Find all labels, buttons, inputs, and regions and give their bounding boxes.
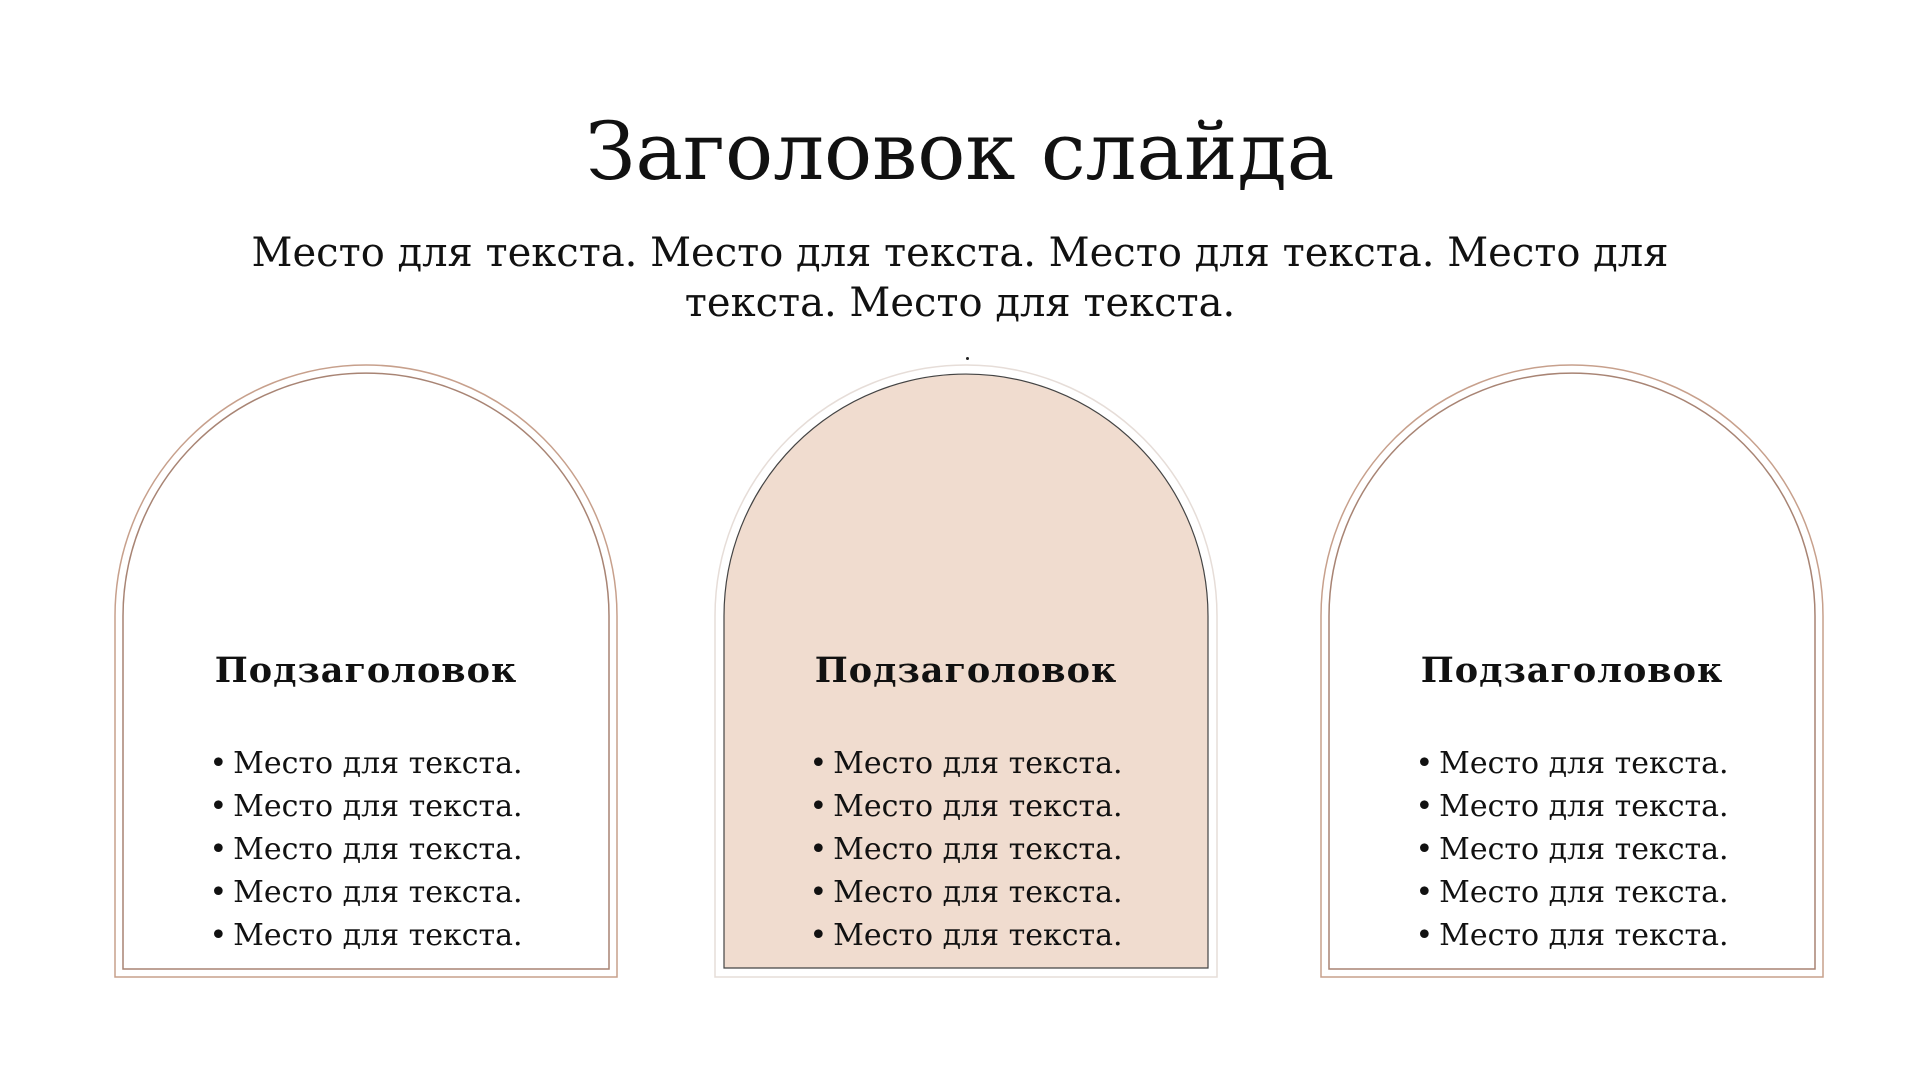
list-item: • Место для текста. <box>714 914 1218 957</box>
list-item: • Место для текста. <box>1320 871 1824 914</box>
card-subtitle: Подзаголовок <box>814 650 1118 691</box>
card-bullet-list <box>1320 742 1824 957</box>
bullet-glyph: • <box>809 746 828 781</box>
list-item: • Место для текста. <box>114 871 618 914</box>
card-bullet-list <box>714 742 1218 957</box>
bullet-glyph: • <box>209 789 228 824</box>
list-item: • Место для текста. <box>714 871 1218 914</box>
arch-card-1 <box>114 366 618 978</box>
bullet-glyph: • <box>809 918 828 953</box>
list-item: • Место для текста. <box>114 742 618 785</box>
bullet-glyph: • <box>209 832 228 867</box>
list-item: • Место для текста. <box>114 914 618 957</box>
slide-title: Заголовок слайда <box>585 105 1335 198</box>
list-item: • Место для текста. <box>1320 914 1824 957</box>
card-content-3 <box>1320 650 1824 957</box>
bullet-glyph: • <box>1415 746 1434 781</box>
card-bullet-list <box>114 742 618 957</box>
bullet-glyph: • <box>209 746 228 781</box>
list-item: • Место для текста. <box>714 785 1218 828</box>
bullet-glyph: • <box>1415 875 1434 910</box>
list-item: • Место для текста. <box>714 742 1218 785</box>
slide-intro-text: Место для текста. Место для текста. Место для текста. Место для текста. Место для текста. <box>251 230 1669 326</box>
bullet-glyph: • <box>809 832 828 867</box>
card-content-1 <box>114 650 618 957</box>
bullet-glyph: • <box>1415 918 1434 953</box>
card-subtitle: Подзаголовок <box>214 650 518 691</box>
list-item: • Место для текста. <box>1320 785 1824 828</box>
list-item: • Место для текста. <box>114 785 618 828</box>
list-item: • Место для текста. <box>114 828 618 871</box>
arch-card-3 <box>1320 366 1824 978</box>
card-subtitle: Подзаголовок <box>1420 650 1724 691</box>
list-item: • Место для текста. <box>1320 828 1824 871</box>
bullet-glyph: • <box>809 789 828 824</box>
bullet-glyph: • <box>1415 789 1434 824</box>
arch-card-2 <box>714 366 1218 978</box>
card-content-2 <box>714 650 1218 957</box>
list-item: • Место для текста. <box>1320 742 1824 785</box>
bullet-glyph: • <box>209 875 228 910</box>
bullet-glyph: • <box>209 918 228 953</box>
decorative-dot <box>966 357 969 360</box>
bullet-glyph: • <box>1415 832 1434 867</box>
list-item: • Место для текста. <box>714 828 1218 871</box>
bullet-glyph: • <box>809 875 828 910</box>
